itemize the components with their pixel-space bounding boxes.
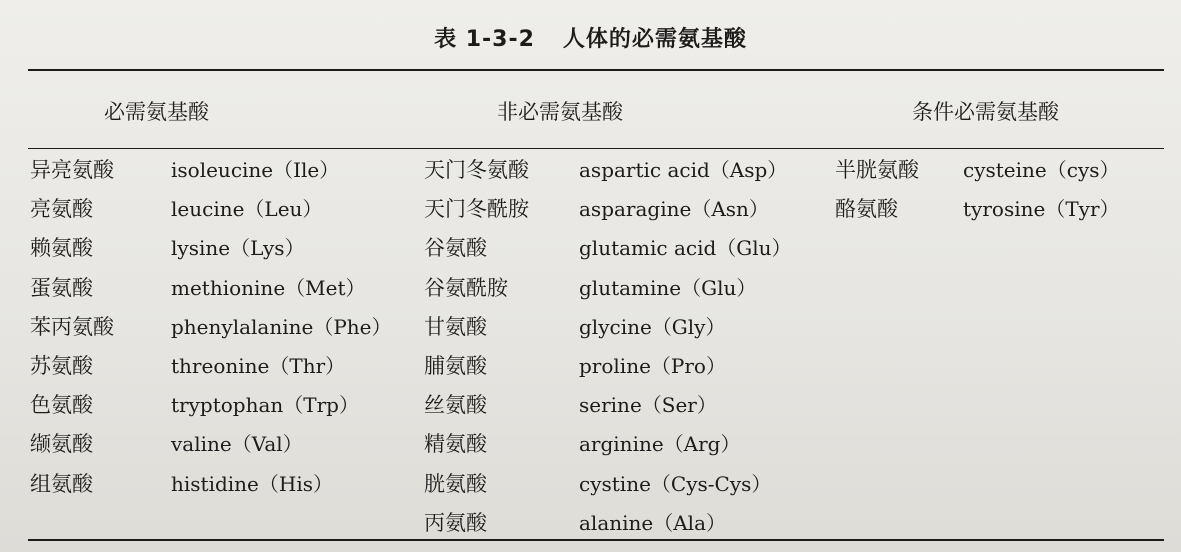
header-rule [28,148,1164,149]
table-caption [0,22,1181,53]
nonessential-en-name: glutamic acid（Glu） [579,236,792,260]
essential-en-name: leucine（Leu） [171,197,323,221]
essential-en-name: phenylalanine（Phe） [171,315,392,339]
bottom-rule [28,539,1164,541]
essential-cn-name: 苯丙氨酸 [30,315,114,339]
essential-cn-name: 蛋氨酸 [30,276,93,300]
essential-cn-name: 赖氨酸 [30,236,93,260]
conditional-cn-name: 酪氨酸 [835,197,898,221]
nonessential-cn-name: 谷氨酰胺 [424,276,508,300]
nonessential-en-name: glutamine（Glu） [579,276,757,300]
essential-en-name: threonine（Thr） [171,354,346,378]
essential-en-name: histidine（His） [171,472,333,496]
conditional-cn-name: 半胱氨酸 [835,158,919,182]
essential-en-name: valine（Val） [171,432,303,456]
nonessential-cn-name: 精氨酸 [424,432,487,456]
conditional-en-name: cysteine（cys） [963,158,1120,182]
nonessential-en-name: cystine（Cys-Cys） [579,472,772,496]
table-title: 人体的必需氨基酸 [562,27,747,52]
nonessential-cn-name: 脯氨酸 [424,354,487,378]
nonessential-cn-name: 丙氨酸 [424,511,487,535]
table-number: 表 1-3-2 [434,27,535,52]
nonessential-en-name: aspartic acid（Asp） [579,158,788,182]
nonessential-en-name: serine（Ser） [579,393,717,417]
essential-cn-name: 苏氨酸 [30,354,93,378]
essential-cn-name: 亮氨酸 [30,197,93,221]
essential-en-name: methionine（Met） [171,276,366,300]
essential-cn-name: 色氨酸 [30,393,93,417]
nonessential-cn-name: 胱氨酸 [424,472,487,496]
nonessential-cn-name: 天门冬氨酸 [424,158,529,182]
essential-cn-name: 缬氨酸 [30,432,93,456]
top-rule [28,69,1164,71]
nonessential-cn-name: 天门冬酰胺 [424,197,529,221]
nonessential-en-name: asparagine（Asn） [579,197,769,221]
nonessential-en-name: proline（Pro） [579,354,726,378]
nonessential-en-name: glycine（Gly） [579,315,726,339]
essential-cn-name: 异亮氨酸 [30,158,114,182]
nonessential-en-name: arginine（Arg） [579,432,741,456]
nonessential-en-name: alanine（Ala） [579,511,727,535]
nonessential-cn-name: 甘氨酸 [424,315,487,339]
essential-cn-name: 组氨酸 [30,472,93,496]
header-conditional: 条件必需氨基酸 [912,100,1059,124]
conditional-en-name: tyrosine（Tyr） [963,197,1120,221]
header-essential: 必需氨基酸 [104,100,209,124]
essential-en-name: tryptophan（Trp） [171,393,359,417]
essential-en-name: lysine（Lys） [171,236,305,260]
nonessential-cn-name: 丝氨酸 [424,393,487,417]
essential-en-name: isoleucine（Ile） [171,158,340,182]
nonessential-cn-name: 谷氨酸 [424,236,487,260]
header-nonessential: 非必需氨基酸 [497,100,623,124]
